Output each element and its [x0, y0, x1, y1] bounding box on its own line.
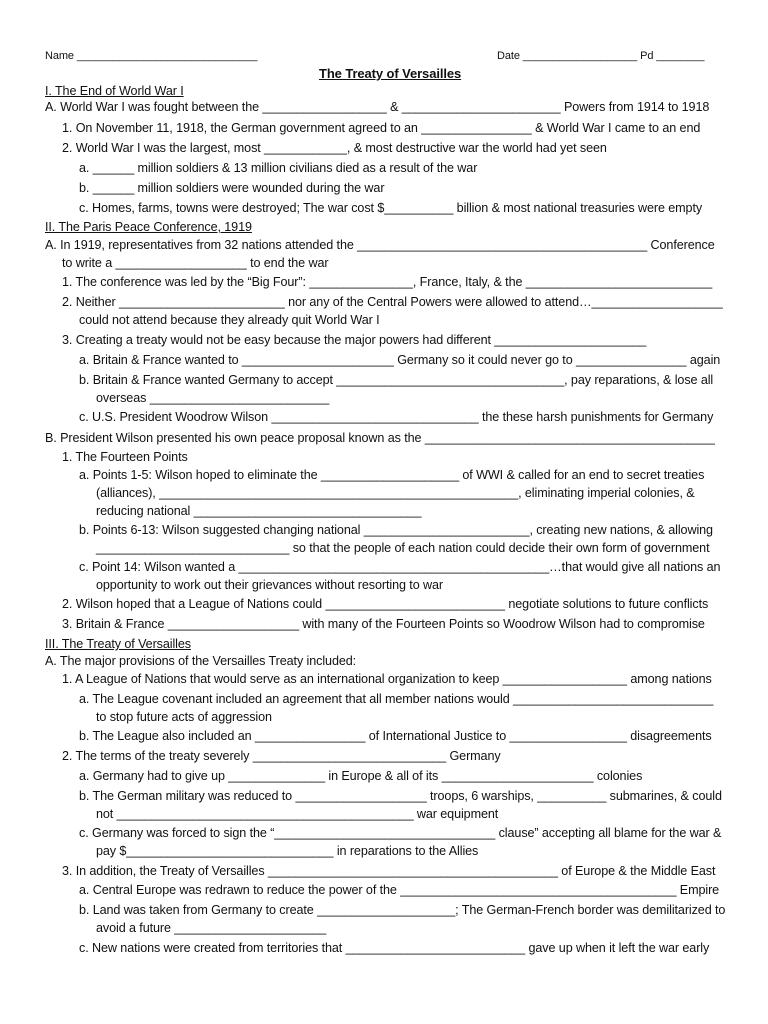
outline-line: overseas __________________________ [96, 391, 330, 405]
outline-line: ____________________________ so that the people of each nation could decide their own form of government [96, 541, 710, 555]
outline-line: opportunity to work out their grievances without resorting to war [96, 578, 443, 592]
outline-line: avoid a future ______________________ [96, 921, 327, 935]
outline-line: b. Land was taken from Germany to create ____________________; The German-French border was demilitarized to [79, 903, 726, 917]
date-period-field[interactable]: Date ___________________ Pd ________ [497, 50, 705, 62]
outline-line: 2. The terms of the treaty severely ____________________________ Germany [62, 749, 501, 763]
outline-line: 1. On November 11, 1918, the German government agreed to an ________________ & World War I came to an end [62, 121, 701, 135]
outline-line: 2. Neither ________________________ nor any of the Central Powers were allowed to attend…___________________ [62, 295, 723, 309]
outline-line: A. World War I was fought between the __________________ & _______________________ Powers from 1914 to 1918 [45, 100, 710, 114]
outline-line: b. Britain & France wanted Germany to accept _________________________________, pay reparations, & lose all [79, 373, 714, 387]
name-field[interactable]: Name ______________________________ [45, 50, 258, 62]
outline-line: 1. A League of Nations that would serve as an international organization to keep __________________ among nations [62, 672, 712, 686]
outline-line: not ___________________________________________ war equipment [96, 807, 499, 821]
section-heading: I. The End of World War I [45, 84, 184, 98]
page-title: The Treaty of Versailles [319, 66, 462, 81]
outline-line: A. The major provisions of the Versailles Treaty included: [45, 654, 357, 668]
outline-line: 1. The conference was led by the “Big Four”: _______________, France, Italy, & the ___________________________ [62, 275, 713, 289]
outline-line: to stop future acts of aggression [96, 710, 272, 724]
section-heading: III. The Treaty of Versailles [45, 637, 191, 651]
outline-line: a. The League covenant included an agreement that all member nations would _____________________________ [79, 692, 714, 706]
outline-line: 1. The Fourteen Points [62, 450, 188, 464]
outline-line: 2. Wilson hoped that a League of Nations could __________________________ negotiate solutions to future conflicts [62, 597, 709, 611]
outline-line: b. The German military was reduced to ___________________ troops, 6 warships, __________ submarines, & could [79, 789, 722, 803]
outline-line: 2. World War I was the largest, most ____________, & most destructive war the world had yet seen [62, 141, 607, 155]
outline-line: B. President Wilson presented his own peace proposal known as the __________________________________________ [45, 431, 715, 445]
outline-line: 3. In addition, the Treaty of Versailles __________________________________________ of Europe & the Middle East [62, 864, 716, 878]
outline-line: (alliances), ____________________________________________________, eliminating imperial colonies, & [96, 486, 695, 500]
outline-line: 3. Britain & France ___________________ with many of the Fourteen Points so Woodrow Wilson had to compromise [62, 617, 705, 631]
outline-line: reducing national _________________________________ [96, 504, 422, 518]
outline-line: a. Britain & France wanted to ______________________ Germany so it could never go to ________________ again [79, 353, 721, 367]
outline-line: a. Germany had to give up ______________ in Europe & all of its ______________________ colonies [79, 769, 643, 783]
outline-line: A. In 1919, representatives from 32 nations attended the __________________________________________ Conference [45, 238, 715, 252]
outline-line: c. Germany was forced to sign the “________________________________ clause” accepting all blame for the war & [79, 826, 722, 840]
section-heading: II. The Paris Peace Conference, 1919 [45, 220, 252, 234]
outline-line: b. Points 6-13: Wilson suggested changing national ________________________, creating new nations, & allowing [79, 523, 713, 537]
outline-line: a. Central Europe was redrawn to reduce the power of the ________________________________________ Empire [79, 883, 720, 897]
outline-line: b. The League also included an ________________ of International Justice to _________________ disagreements [79, 729, 712, 743]
outline-line: could not attend because they already quit World War I [79, 313, 380, 327]
outline-line: c. New nations were created from territories that __________________________ gave up when it left the war early [79, 941, 710, 955]
outline-line: b. ______ million soldiers were wounded during the war [79, 181, 385, 195]
outline-line: c. Point 14: Wilson wanted a _____________________________________________…that would give all nations an [79, 560, 721, 574]
outline-line: c. Homes, farms, towns were destroyed; The war cost $__________ billion & most national treasuries were empty [79, 201, 703, 215]
outline-line: 3. Creating a treaty would not be easy because the major powers had different ______________________ [62, 333, 647, 347]
outline-line: pay $______________________________ in reparations to the Allies [96, 844, 479, 858]
outline-line: c. U.S. President Woodrow Wilson ______________________________ the these harsh punishments for Germany [79, 410, 714, 424]
outline-line: to write a ___________________ to end the war [62, 256, 329, 270]
outline-line: a. Points 1-5: Wilson hoped to eliminate the ____________________ of WWI & called for an end to secret treaties [79, 468, 705, 482]
outline-line: a. ______ million soldiers & 13 million civilians died as a result of the war [79, 161, 478, 175]
